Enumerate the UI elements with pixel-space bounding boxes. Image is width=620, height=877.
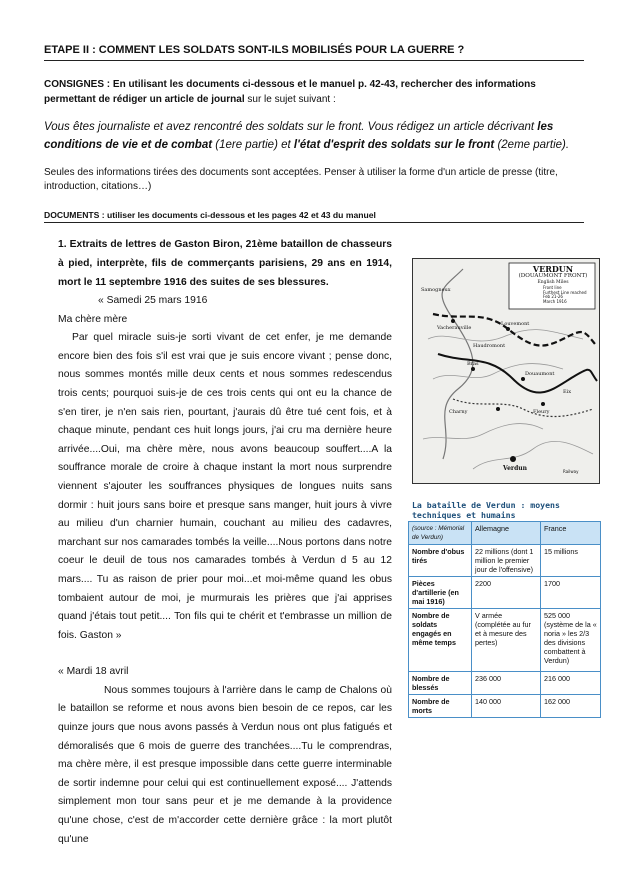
table-row-label: Nombre de blessés [409, 672, 472, 695]
table-row-label: Pièces d'artillerie (en mai 1916) [409, 577, 472, 609]
consignes [44, 77, 564, 107]
table-title: La bataille de Verdun : moyens techniques et humains [412, 500, 560, 520]
table-header-row [409, 522, 601, 545]
table-row [409, 695, 601, 718]
table-source: (source : Mémorial de Verdun) [409, 522, 472, 545]
map-place: Verdun [503, 465, 528, 472]
consignes-bold: CONSIGNES : En utilisant les documents ci-dessous et le manuel p. 42-43, rechercher des informations permettant de rédiger un article de journal [44, 79, 536, 105]
table-row [409, 545, 601, 577]
table-col-germany: Allemagne [472, 522, 541, 545]
table-cell: 216 000 [541, 672, 601, 695]
table-row [409, 672, 601, 695]
prompt-part4: l'état d'esprit des soldats sur le front [293, 139, 495, 151]
map-place: Charny [449, 409, 468, 415]
table-cell: 236 000 [472, 672, 541, 695]
map-subtitle: (DOUAUMONT FRONT) [518, 273, 588, 279]
map-place: Bras [467, 361, 479, 367]
letter-salutation: Ma chère mère [58, 313, 128, 325]
map-title: VERDUN [532, 264, 574, 274]
table-row-label: Nombre de morts [409, 695, 472, 718]
letter-paragraph-1: Par quel miracle suis-je sorti vivant de cet enfer, je me demande encore bien des fois s'il est vrai que je suis encore vivant ; pense donc, nous sommes montés mille deux cents et nous sommes redescendus trois cents; pourquoi suis-je de ces trois cents qui ont eu la chance de s'en tirer, je n'en sais rien, pourtant, j'aurais dû être tué cent fois, et à chaque minute, pendant ces huit longs jours, j'ai cru ma dernière heure arrivée....Oui, ma chère mère, nous avons beaucoup souffert....A la souffrance morale de croire à chaque instant la mort nous surprendre viennent s'ajouter les souffrances physiques de longues nuits sans dormir : huit jours sans boire et presque sans manger, huit jours à vivre au milieu d'un charnier humain, couchant au milieu des cadavres, marchant sur nos camarades tombés la veille....Nous portons dans notre coeur le deuil de tous nos camarades tombés à Verdun d 5 au 12 mars.... Tu as raison de prier pour moi...et moi-même quand les obus tombaient autour de moi, je murmurais les prières que j'ai apprises quand j'étais tout petit.... Ton fils qui te chérit et t'embrasse un million de fois. Gaston » [58, 332, 392, 641]
map-legend-item: Front line [543, 285, 562, 290]
table-cell: 140 000 [472, 695, 541, 718]
table-cell: 22 millions (dont 1 million le premier jour de l'offensive) [472, 545, 541, 577]
map-place: Louvemont [501, 321, 530, 327]
documents-header: DOCUMENTS : utiliser les documents ci-dessous et les pages 42 et 43 du manuel [44, 210, 376, 220]
letter-date-2: « Mardi 18 avril [58, 666, 129, 678]
table-cell: 162 000 [541, 695, 601, 718]
documents-divider [44, 222, 584, 223]
prompt-part1: Vous êtes journaliste et avez rencontré des soldats sur le front. Vous rédigez un article décrivant [44, 121, 538, 133]
title-divider [44, 60, 584, 61]
map-place: Fleury [533, 409, 550, 415]
prompt-part5: (2eme partie). [494, 139, 570, 151]
table-cell: 525 000 (système de la « noria » les 2/3 des divisions combattent à Verdun) [541, 609, 601, 672]
verdun-table [408, 521, 601, 718]
consignes-rest: sur le sujet suivant : [244, 94, 336, 105]
assignment-prompt [44, 118, 592, 154]
table-cell: V armée (complétée au fur et à mesure des pertes) [472, 609, 541, 672]
table-row-label: Nombre d'obus tirés [409, 545, 472, 577]
letter-paragraph-2: Nous sommes toujours à l'arrière dans le camp de Chalons où le bataillon se reforme et nous avons bien besoin de ce repos, car les quinze jours que nous avons passés à Verdun nous ont plus fatigués et démoralisés que 6 mois de guerre des tranchées....Tu le comprendras, ma chère mère, il est presque impossible dans cette guerre interminable de sortir indemne pour celui qui est continuellement exposé.... J'attends simplement mon tour sans peur et je me demande à la providence qu'une chose, c'est de m'accorder cette dernière grâce : la mort plutôt qu'une [58, 684, 392, 845]
table-row-label: Nombre de soldats engagés en même temps [409, 609, 472, 672]
map-place: Eix [563, 389, 572, 395]
map-place: Douaumont [525, 371, 555, 377]
prompt-part2: les conditions de vie et de combat [44, 121, 554, 151]
table-cell: 1700 [541, 577, 601, 609]
page-title: ETAPE II : COMMENT LES SOLDATS SONT-ILS MOBILISÉS POUR LA GUERRE ? [44, 44, 465, 56]
instructions-note: Seules des informations tirées des documents sont acceptées. Penser à utiliser la forme d'un article de presse (titre, introduction, citations…) [44, 167, 558, 192]
letter-date-1: « Samedi 25 mars 1916 [98, 295, 208, 306]
map-legend-item: Furthest Line reached [543, 289, 587, 295]
map-place: Haudromont [473, 343, 506, 349]
table-cell: 15 millions [541, 545, 601, 577]
verdun-map [412, 258, 600, 484]
table-cell: 2200 [472, 577, 541, 609]
table-row [409, 577, 601, 609]
map-legend-railway: Railway [563, 469, 579, 474]
map-legend-item: Feb 21-26 [543, 294, 563, 300]
map-legend-item: March 1916 [543, 298, 567, 304]
table-col-france: France [541, 522, 601, 545]
map-legend [543, 286, 595, 304]
table-row [409, 609, 601, 672]
map-scale: English Miles [537, 280, 569, 285]
letter-extract [58, 235, 392, 849]
map-place: Vacherauville [437, 325, 472, 331]
letter-heading: 1. Extraits de lettres de Gaston Biron, 21ème bataillon de chasseurs à pied, interprète, fils de commerçants parisiens, 29 ans en 1914, mort le 11 septembre 1916 des suites de ses blessures. [58, 239, 392, 288]
prompt-part3: (1ere partie) et [212, 139, 294, 151]
map-place: Samogneux [421, 287, 451, 293]
